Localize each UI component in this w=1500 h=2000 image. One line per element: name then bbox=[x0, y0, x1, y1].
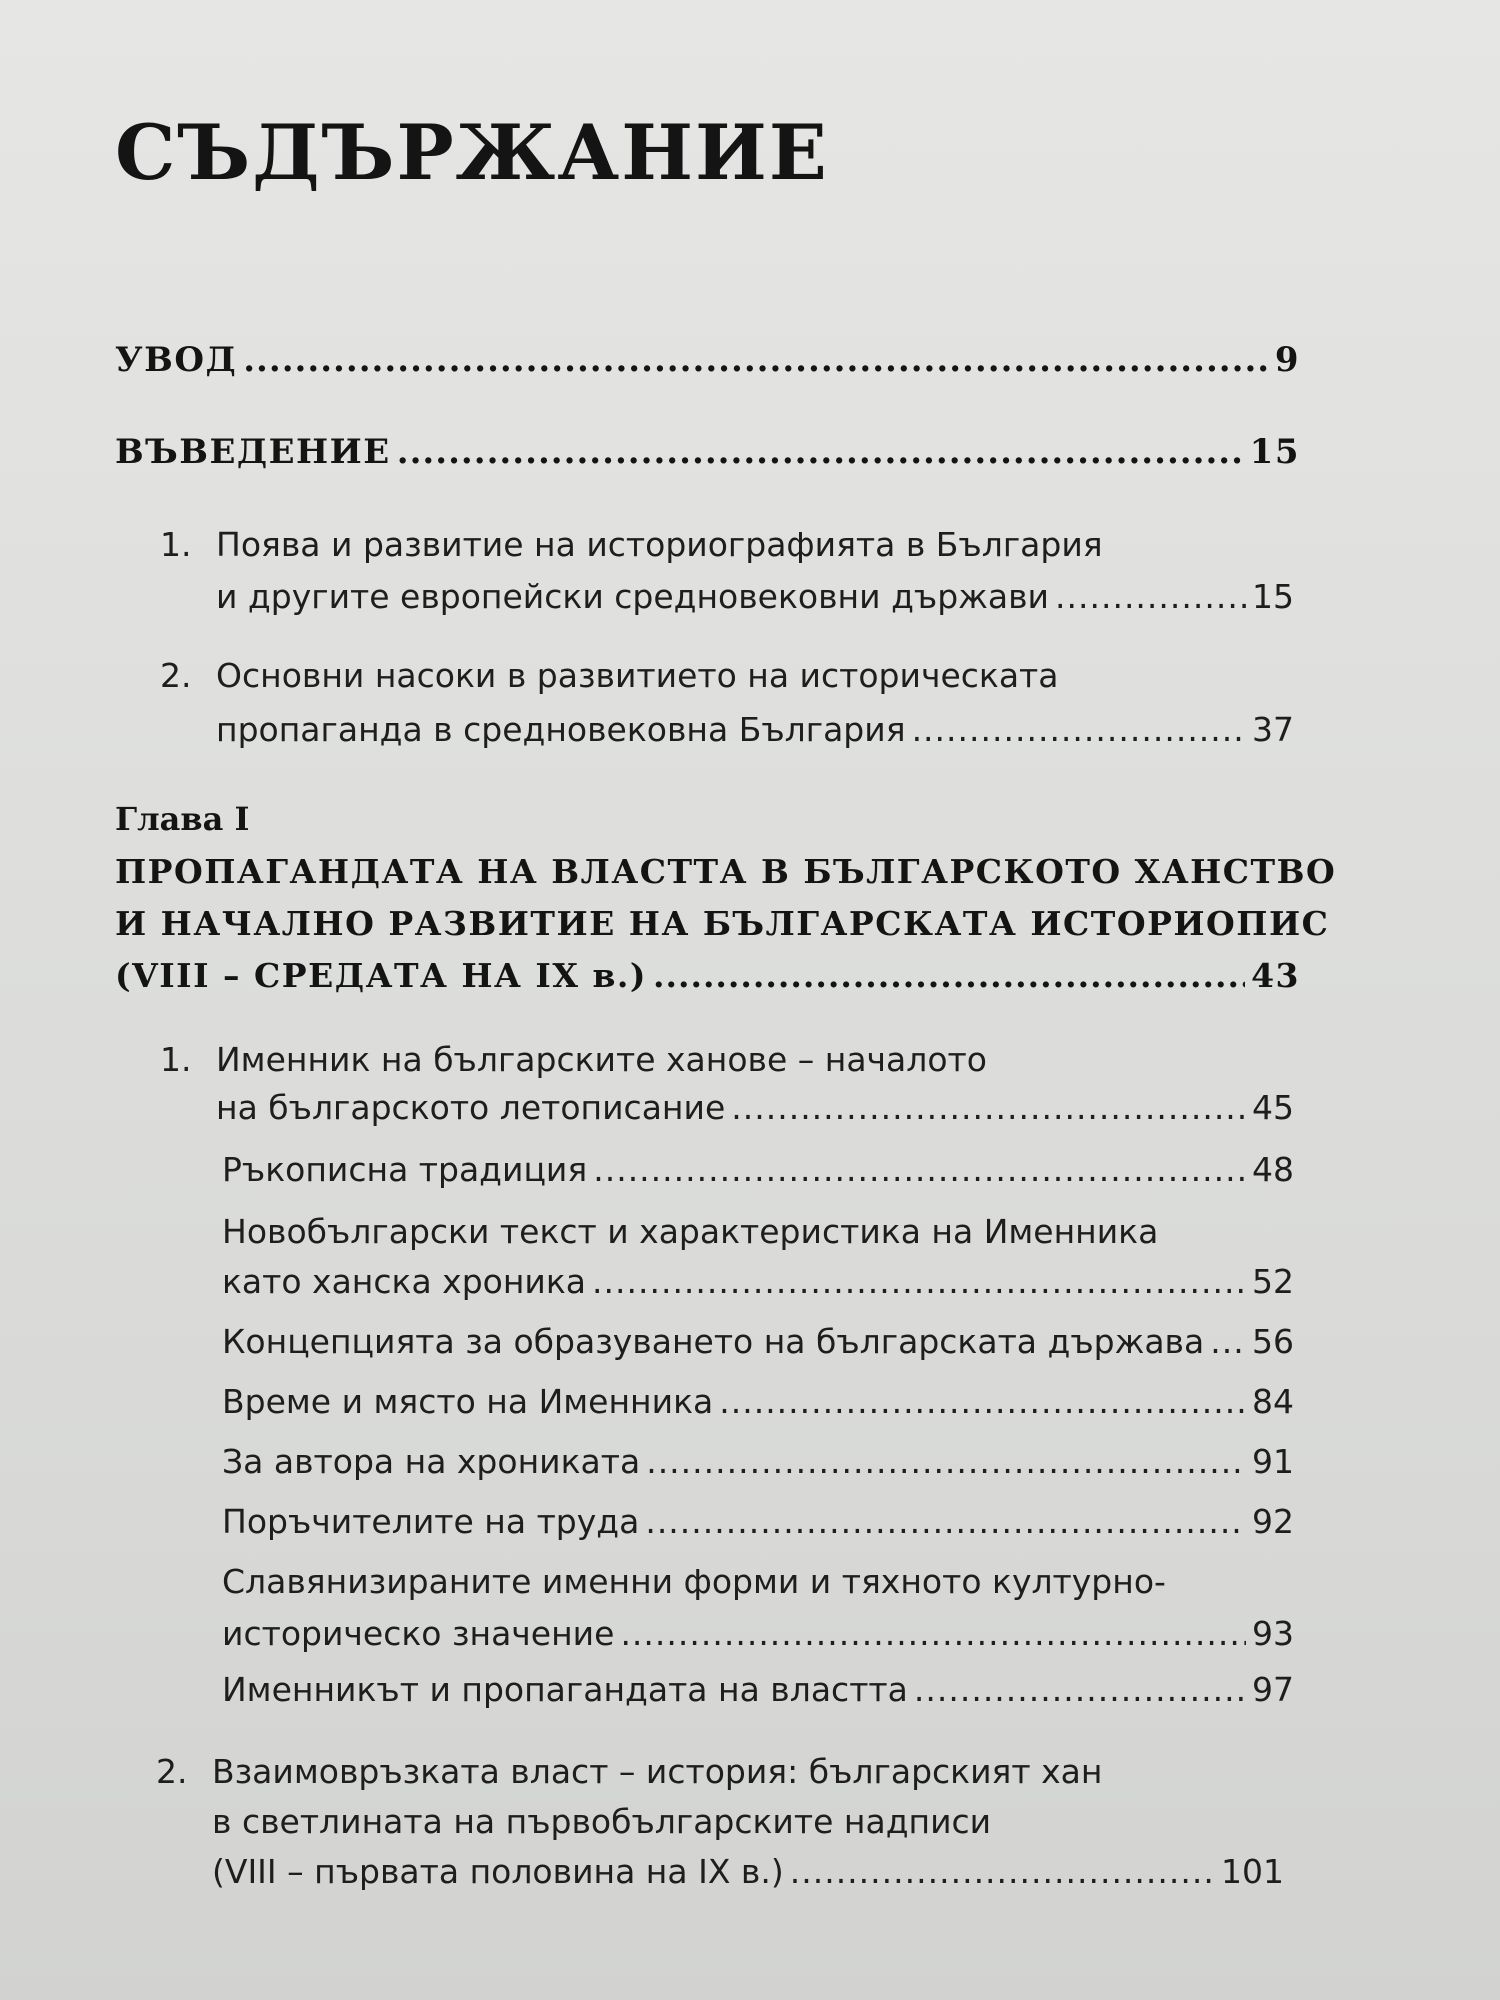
toc-entry-line: Славянизираните именни форми и тяхното културно- bbox=[222, 1562, 1166, 1601]
toc-entry-subsection[interactable] bbox=[222, 1442, 1294, 1481]
toc-entry-label: ВЪВЕДЕНИЕ bbox=[115, 432, 391, 472]
page-number: 91 bbox=[1252, 1442, 1294, 1481]
page-number: 9 bbox=[1274, 340, 1300, 380]
page-title: СЪДЪРЖАНИЕ bbox=[115, 108, 829, 197]
toc-entry-label: (VIII – СРЕДАТА НА IX в.) bbox=[115, 956, 647, 995]
toc-entry-label: УВОД bbox=[115, 340, 238, 380]
dot-leader bbox=[912, 710, 1246, 749]
dot-leader bbox=[620, 1614, 1246, 1653]
toc-entry-chapter-1[interactable] bbox=[115, 956, 1300, 995]
toc-entry-section-2[interactable] bbox=[212, 1852, 1284, 1891]
toc-entry-subsection[interactable] bbox=[222, 1382, 1294, 1421]
dot-leader bbox=[719, 1382, 1246, 1421]
chapter-title-line: И НАЧАЛНО РАЗВИТИЕ НА БЪЛГАРСКАТА ИСТОРИОПИС bbox=[115, 904, 1330, 943]
page-number: 48 bbox=[1252, 1150, 1294, 1189]
toc-entry-line: Основни насоки в развитието на историческата bbox=[216, 656, 1059, 695]
page-number: 45 bbox=[1252, 1088, 1294, 1127]
item-number: 1. bbox=[160, 525, 192, 564]
toc-entry-label: пропаганда в средновековна България bbox=[216, 710, 906, 749]
toc-entry-label: Концепцията за образуването на българската държава bbox=[222, 1322, 1205, 1361]
dot-leader bbox=[914, 1670, 1246, 1709]
dot-leader bbox=[653, 956, 1245, 995]
toc-entry-line: в светлината на първобългарските надписи bbox=[212, 1802, 992, 1841]
toc-entry-line: Новобългарски текст и характеристика на Именника bbox=[222, 1212, 1159, 1251]
dot-leader bbox=[1055, 577, 1246, 616]
dot-leader bbox=[243, 340, 1269, 380]
item-number: 2. bbox=[160, 656, 192, 695]
dot-leader bbox=[790, 1852, 1215, 1891]
toc-entry-introduction[interactable] bbox=[115, 432, 1300, 472]
dot-leader bbox=[1210, 1322, 1246, 1361]
page-number: 56 bbox=[1252, 1322, 1294, 1361]
page-number: 37 bbox=[1252, 710, 1294, 749]
item-number: 2. bbox=[156, 1752, 188, 1791]
toc-entry-subsection[interactable] bbox=[222, 1262, 1294, 1301]
page-number: 84 bbox=[1252, 1382, 1294, 1421]
toc-entry-label: Именникът и пропагандата на властта bbox=[222, 1670, 908, 1709]
toc-entry-label: като ханска хроника bbox=[222, 1262, 587, 1301]
page-number: 52 bbox=[1252, 1262, 1294, 1301]
toc-entry-line: Поява и развитие на историографията в България bbox=[216, 525, 1103, 564]
dot-leader bbox=[592, 1262, 1246, 1301]
toc-entry-intro-item-2[interactable] bbox=[216, 710, 1294, 749]
chapter-label: Глава I bbox=[115, 800, 250, 838]
toc-entry-label: Време и място на Именника bbox=[222, 1382, 714, 1421]
toc-entry-line: Именник на българските ханове – началото bbox=[216, 1040, 987, 1079]
page-number: 97 bbox=[1252, 1670, 1294, 1709]
toc-entry-line: Взаимовръзката власт – история: българският хан bbox=[212, 1752, 1103, 1791]
toc-entry-label: Поръчителите на труда bbox=[222, 1502, 640, 1541]
toc-entry-label: на българското летописание bbox=[216, 1088, 726, 1127]
page-number: 15 bbox=[1252, 577, 1294, 616]
dot-leader bbox=[397, 432, 1244, 472]
page-number: 43 bbox=[1251, 956, 1300, 995]
toc-entry-subsection[interactable] bbox=[222, 1502, 1294, 1541]
toc-entry-section-1[interactable] bbox=[216, 1088, 1294, 1127]
page-number: 15 bbox=[1249, 432, 1300, 472]
toc-entry-subsection[interactable] bbox=[222, 1614, 1294, 1653]
toc-entry-subsection[interactable] bbox=[222, 1670, 1294, 1709]
dot-leader bbox=[646, 1442, 1246, 1481]
toc-entry-label: (VIII – първата половина на IX в.) bbox=[212, 1852, 784, 1891]
toc-entry-subsection[interactable] bbox=[222, 1150, 1294, 1189]
toc-entry-label: историческо значение bbox=[222, 1614, 615, 1653]
page-number: 101 bbox=[1221, 1852, 1284, 1891]
toc-entry-label: Ръкописна традиция bbox=[222, 1150, 588, 1189]
toc-entry-intro[interactable] bbox=[115, 340, 1300, 380]
item-number: 1. bbox=[160, 1040, 192, 1079]
page-number: 93 bbox=[1252, 1614, 1294, 1653]
toc-entry-label: и другите европейски средновековни държави bbox=[216, 577, 1049, 616]
toc-entry-intro-item-1[interactable] bbox=[216, 577, 1294, 616]
toc-entry-label: За автора на хрониката bbox=[222, 1442, 641, 1481]
dot-leader bbox=[731, 1088, 1246, 1127]
dot-leader bbox=[645, 1502, 1246, 1541]
toc-entry-subsection[interactable] bbox=[222, 1322, 1294, 1361]
page-number: 92 bbox=[1252, 1502, 1294, 1541]
dot-leader bbox=[593, 1150, 1246, 1189]
chapter-title-line: ПРОПАГАНДАТА НА ВЛАСТТА В БЪЛГАРСКОТО ХАНСТВО bbox=[115, 852, 1337, 891]
